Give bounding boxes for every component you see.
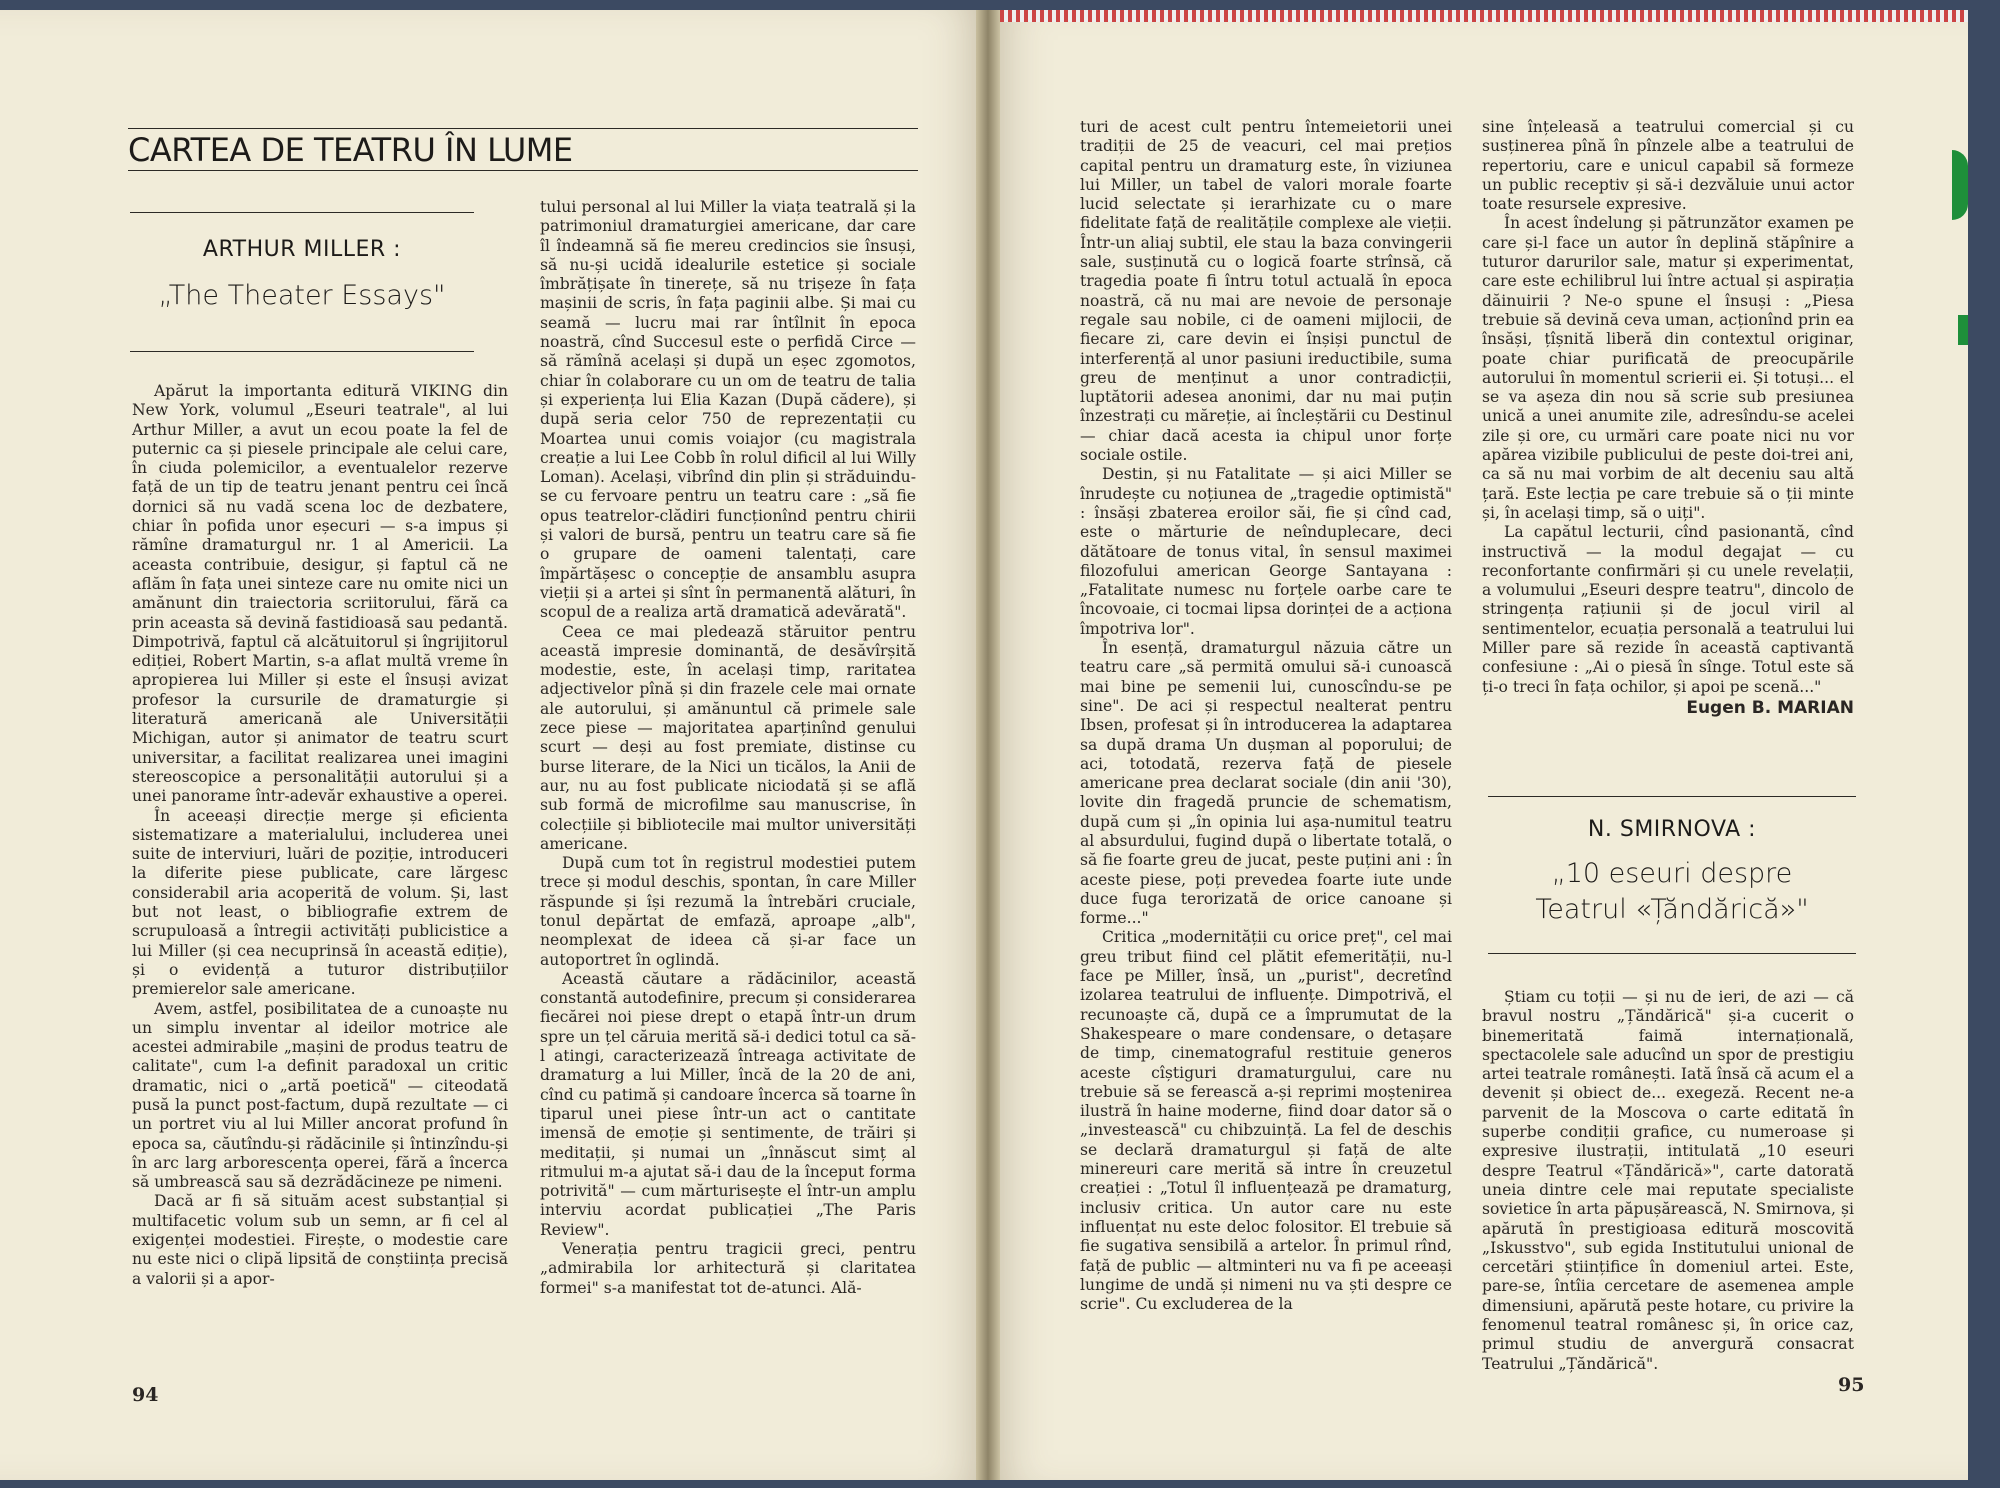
paragraph: Dacă ar fi să situăm acest substanțial și multifacetic volum sub un semn, ar fi cel al exigenței modestiei. Firește, o modestie care nu este nici o clipă lipsită de conștiința precisă a valorii și a apor- — [132, 1192, 508, 1288]
paragraph: La capătul lecturii, cînd pasionantă, cînd instructivă — la modul degajat — cu reconfortante confirmări și cu unele revelații, a volumului „Eseuri despre teatru", dincolo de stringența rațiunii și de jocul viril al sentimentelor, ecuația personală a teatrului lui Miller pare să rezide în această captivantă confesiune : „Ai o piesă în sînge. Totul este să ți-o treci în fața ochilor, și apoi pe scenă..." — [1482, 523, 1854, 696]
page-number-right: 95 — [1838, 1374, 1865, 1396]
column-1 — [132, 382, 508, 1289]
paragraph: tului personal al lui Miller la viața teatrală și la patrimoniul dramaturgiei americane, dar care îl îndeamnă să fie mereu credincios sie însuși, să nu-și ucidă idealurile estetice și sociale îmbrățișate în tinerețe, să nu trișeze în fața mașinii de scris, în fața paginii albe. Și mai cu seamă — lucru mai rar întîlnit în epoca noastră, cînd Succesul este o perfidă Circe — să rămînă același și după un eșec zgomotos, chiar în colaborare cu un om de teatru de talia și experiența lui Elia Kazan (După cădere), și după seria celor 750 de reprezentații cu Moartea unui comis voiajor (cu magistrala creație a lui Lee Cobb în rolul dificil al lui Willy Loman). Același, vibrînd din plin și străduindu-se cu fervoare pentru un teatru care : „să fie opus teatrelor-clădiri funcționînd pentru chirii și valori de bursă, pentru un teatru care să fie o grupare de oameni talentați, care împărtășesc o concepție de ansamblu asupra vieții și a artei și sînt în permanentă alături, în scopul de a realiza artă dramatică adevărată". — [540, 198, 916, 622]
right-page — [988, 10, 1968, 1480]
paragraph: Destin, și nu Fatalitate — și aici Miller se înrudește cu noțiunea de „tragedie optimistă" : însăși zbaterea eroilor săi, fie și cînd cad, este o mărturie de neînduplecare, deci dătătoare de tonus vital, în sensul maximei filozofului american George Santayana : „Fatalitate numesc nu forțele oarbe care te încovoaie, ci tocmai lipsa dorinței de a acționa împotriva lor". — [1080, 465, 1452, 638]
book-title-box-2 — [1488, 796, 1856, 954]
paragraph: turi de acest cult pentru întemeietorii unei tradiții de 25 de veacuri, cel mai prețios capital pentru un dramaturg este, în viziunea lui Miller, un tabel de valori morale foarte lucid selectate și ierarhizate cu o mare fidelitate față de realitățile complexe ale vieții. Într-un aliaj subtil, ele stau la baza convingerii sale, susținută cu o logică foarte strînsă, că tragedia poate fi întru totul actuală în epoca noastră, că nu mai are nevoie de personaje regale sau nobile, ci de oameni mijlocii, de fiecare zi, care devin ei înșiși punctul de interferență al unor pasiuni ireductibile, suma greu de menținut a unor contradicții, luptătorii adesea anonimi, dar nu mai puțin înzestrați cu măreție, ai încleștării cu Destinul — chiar dacă acesta ia chipul unor forțe sociale ostile. — [1080, 118, 1452, 465]
box-author: ARTHUR MILLER : — [202, 237, 402, 262]
author-signature: Eugen B. MARIAN — [1686, 697, 1854, 718]
paragraph: Această căutare a rădăcinilor, această constantă autodefinire, precum și considerarea fiecărei noi piese drept o etapă într-un drum spre un țel căruia merită să-i dedici totul ca să-l atingi, caracterizează întreaga activitate de dramaturg a lui Miller, încă de la 20 de ani, cînd cu patimă și candoare încerca să toarne în tiparul unei piese într-un act o cantitate imensă de emoție și sentimente, de trăiri și meditații, și numai un „înnăscut simț al ritmului m-a ajutat să-i dau de la început forma potrivită" — cum mărturisește el într-un amplu interviu acordat publicației „The Paris Review". — [540, 969, 916, 1239]
paragraph: Ceea ce mai pledează stăruitor pentru această impresie dominantă, de desăvîrșită modestie, este, în același timp, raritatea adjectivelor pînă și din frazele cele mai ornate ale autorului, și amănuntul că primele sale zece piese — majoritatea aparținînd genului scurt — deși au fost premiate, distinse cu burse literare, de la Nici un ticălos, la Anii de aur, nu au fost publicate niciodată și se află sub formă de microfilme sau manuscrise, în colecțiile și bibliotecile mai multor universități americane. — [540, 622, 916, 853]
column-2 — [540, 198, 916, 1298]
paragraph: Venerația pentru tragicii greci, pentru „admirabila lor arhitectură și claritatea formei" s-a manifestat tot de-atunci. Ală- — [540, 1240, 916, 1297]
box-book-title: „The Theater Essays" — [158, 280, 446, 311]
paragraph: Apărut la importanta editură VIKING din New York, volumul „Eseuri teatrale", al lui Arthur Miller, a avut un ecou poate la fel de puternic ca și piesele principale ale celui care, în ciuda polemicilor, a eventualelor rezerve față de un tip de teatru jenant pentru cei încă dornici să nu vadă scena loc de dezbatere, chiar în pofida unor eșecuri — s-a impus și rămîne dramaturgul nr. 1 al Americii. La aceasta contribuie, desigur, și faptul că ne aflăm în fața unei sinteze care nu omite nici un amănunt din traiectoria scriitorului, fără ca prin aceasta să devină fastidioasă sau pedantă. Dimpotrivă, faptul că alcătuitorul și îngrijitorul ediției, Robert Martin, s-a aflat multă vreme în apropierea lui Miller și este el însuși avizat profesor la cursurile de dramaturgie și literatură americană ale Universității Michigan, autor și animator de teatru scurt universitar, a facilitat realizarea unei imagini stereoscopice a personalității autorului și a unei panorame într-adevăr exhaustive a operei. — [132, 382, 508, 806]
left-page — [0, 10, 988, 1480]
section-title: CARTEA DE TEATRU ÎN LUME — [128, 131, 573, 169]
paragraph: sine înțeleasă a teatrului comercial și cu susținerea pînă în pînzele albe a teatrului de repertoriu, care e unicul capabil să formeze un public receptiv și să-i dezvăluie unui actor toate resursele expresive. — [1482, 118, 1854, 214]
column-4 — [1482, 118, 1854, 718]
paragraph: Știam cu toții — și nu de ieri, de azi — că bravul nostru „Țăndărică" și-a cucerit o binemeritată faimă internațională, spectacolele sale aducînd un spor de prestigiu artei teatrale românești. Iată însă că acum el a devenit și obiect de... exegeză. Recent ne-a parvenit de la Moscova o carte editată în superbe condiții grafice, cu numeroase și expresive ilustrații, intitulată „10 eseuri despre Teatrul «Țăndărică»", carte datorată uneia dintre cele mai reputate specialiste sovietice în arta păpușărească, N. Smirnova, și apărută în prestigioasa editură moscovită „Iskusstvo", sub egida Institutului unional de cercetări științifice în domeniul artei. Este, pare-se, întîia cercetare de asemenea ample dimensiuni, apărută peste hotare, cu privire la fenomenul teatral românesc și, în orice caz, primul studiu de anvergură consacrat Teatrului „Țăndărică". — [1482, 988, 1854, 1373]
book-gutter — [976, 10, 1000, 1480]
paragraph: În acest îndelung și pătrunzător examen pe care și-l face un autor în deplină stăpînire a tuturor darurilor sale, matur și experimentat, care este echilibrul lui între actual și aspirația dăinuirii ? Ne-o spune el însuși : „Piesa trebuie să devină ceva uman, acționînd prin ea însăși, țîșnită liberă din contextul originar, poate chiar purificată de preocupările autorului în momentul scrierii ei. Și totuși... el se va așeza din nou să scrie sub presiunea unică a unei anumite zile, adresîndu-se acelei zile și ore, cu urmări care poate nici nu vor apărea vizibile publicului de peste doi-trei ani, ca să nu mai vorbim de alt deceniu sau altă țară. Este lecția pe care trebuie să o ții minte și, în același timp, să o uiți". — [1482, 214, 1854, 522]
book-spread — [0, 10, 1968, 1480]
paragraph: Critica „modernității cu orice preț", cel mai greu tribut fiind cel plătit efemerității, nu-l face pe Miller, însă, un „purist", decretînd izolarea teatrului de influențe. Dimpotrivă, el recunoaște că, după ce a împrumutat de la Shakespeare o mare condensare, o detașare de timp, cinematograful restituie generos aceste cîștiguri dramaturgului, care nu trebuie să se ferească a-și reprimi moștenirea ilustră în haine moderne, fiind doar dator să o „investească" cu chibzuință. La fel de deschis se declară dramaturgul și față de alte minereuri care merită să intre în creuzetul creației : „Totul îl influențează pe dramaturg, inclusiv critica. Un autor care nu este influențat nu este deloc folositor. El trebuie să fie sugativa sensibilă a artelor. În primul rînd, față de public — altminteri nu va fi pe aceeași lungime de undă și nimeni nu va ști despre ce scrie". Cu excluderea de la — [1080, 928, 1452, 1314]
box2-title-line2: Teatrul «Țăndărică»" — [1535, 894, 1809, 925]
paragraph: După cum tot în registrul modestiei putem trece și modul deschis, spontan, în care Miller răspunde și își rezumă la întrebări cruciale, tonul depărtat de emfază, aproape „alb", neomplexat de ideea că și-ar face un autoportret în oglindă. — [540, 854, 916, 969]
page-number-left: 94 — [132, 1384, 159, 1406]
column-3 — [1080, 118, 1452, 1314]
box2-title-line1: „10 eseuri despre — [1551, 858, 1793, 889]
green-page-tab — [1952, 150, 1968, 220]
paragraph: În esență, dramaturgul năzuia către un teatru care „să permită omului să-i cunoască mai bine pe semenii lui, cunoscîndu-se pe sine". De aci și respectul nealterat pentru Ibsen, profesat și în introducerea la adaptarea sa după drama Un dușman al poporului; de aci, totodată, rezerva față de piesele americane prea declarat sociale (din anii '30), lovite din fragedă pruncie de schematism, după cum și „în opinia lui așa-numitul teatru al absurdului, fugind după o libertate totală, o să fie foarte greu de jucat, peste puțini ani : în aceste piese, poți prevedea foarte iute unde duce fuga terorizată de orice canoane și forme..." — [1080, 639, 1452, 928]
box2-author: N. SMIRNOVA : — [1587, 817, 1757, 842]
title-rule-top — [128, 128, 918, 129]
book-title-box — [130, 212, 474, 352]
title-rule-bottom — [128, 170, 918, 171]
green-marker — [1958, 315, 1968, 345]
bookmark-ribbon — [1000, 10, 1968, 22]
column-4b — [1482, 988, 1854, 1374]
paragraph: Avem, astfel, posibilitatea de a cunoaște nu un simplu inventar al ideilor motrice ale acestei admirabile „mașini de produs teatru de calitate", cum l-a definit paradoxal un critic dramatic, nici o „artă poetică" — citeodată pusă la punct post-factum, după rezultate — ci un portret viu al lui Miller ancorat profund în epoca sa, căutîndu-și rădăcinile și întinzîndu-și în arc larg arborescența operei, fără a încerca să umbrească sau să dezrădăcineze pe nimeni. — [132, 999, 508, 1192]
paragraph: În aceeași direcție merge și eficienta sistematizare a materialului, includerea unei suite de interviuri, luări de poziție, introduceri la diferite piese publicate, care lărgesc considerabil aria acoperită de volum. Și, last but not least, o bibliografie extrem de scrupuloasă a întregii activități publicistice a lui Miller (și cea necuprinsă în această ediție), și o evidență a tuturor distribuțiilor premierelor sale americane. — [132, 806, 508, 999]
